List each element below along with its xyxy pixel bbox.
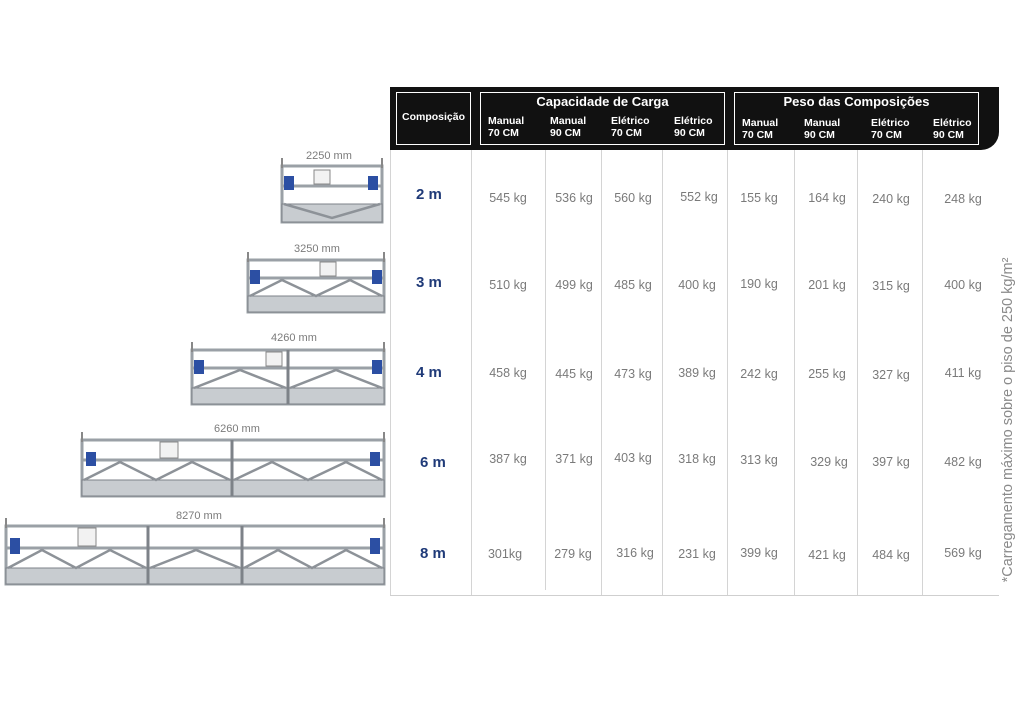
cell: 536 kg [555, 191, 593, 205]
suspended-platform-icon [76, 430, 390, 504]
cell: 510 kg [489, 278, 527, 292]
cell: 473 kg [614, 367, 652, 381]
cell: 318 kg [678, 452, 716, 466]
grid-line [471, 150, 472, 595]
cell: 421 kg [808, 548, 846, 562]
suspended-platform-icon [276, 156, 389, 230]
table-header [390, 87, 999, 150]
suspended-platform-icon [242, 250, 390, 320]
suspended-platform-icon [0, 516, 390, 592]
subheader-cap-manual-90: Manual 90 CM [550, 115, 587, 139]
cell: 397 kg [872, 455, 910, 469]
row-label-8m: 8 m [420, 545, 446, 562]
cell: 242 kg [740, 367, 778, 381]
cell: 231 kg [678, 547, 716, 561]
cell: 482 kg [944, 455, 982, 469]
row-label-2m: 2 m [416, 186, 442, 203]
capacity-note: *Carregamento máximo sobre o piso de 250 kg/m² [1000, 257, 1016, 583]
cell: 301kg [487, 547, 523, 561]
peso-header: Peso das Composições [783, 94, 930, 109]
subheader-cap-eletrico-90: Elétrico 90 CM [674, 115, 713, 139]
cell: 399 kg [740, 546, 778, 560]
subheader-cap-manual-70: Manual 70 CM [488, 115, 525, 139]
cell: 403 kg [614, 451, 652, 465]
cell: 445 kg [555, 367, 593, 381]
cell: 485 kg [614, 278, 652, 292]
cell: 327 kg [872, 368, 910, 382]
composicao-header: Composição [401, 111, 465, 123]
cell: 190 kg [740, 277, 778, 291]
subheader-peso-eletrico-70: Elétrico 70 CM [871, 117, 910, 141]
grid-line [794, 150, 795, 595]
grid-line [922, 150, 923, 595]
grid-line [857, 150, 858, 595]
subheader-peso-eletrico-90: Elétrico 90 CM [933, 117, 972, 141]
cell: 387 kg [489, 452, 527, 466]
cell: 411 kg [944, 366, 982, 380]
cell: 201 kg [808, 278, 846, 292]
dimension-label: 3250 mm [294, 243, 340, 255]
grid-line [727, 150, 728, 595]
cell: 329 kg [810, 455, 848, 469]
grid-line [662, 150, 663, 595]
cell: 164 kg [808, 191, 846, 205]
suspended-platform-icon [186, 340, 390, 412]
capacidade-header: Capacidade de Carga [536, 94, 669, 109]
cell: 458 kg [489, 366, 527, 380]
dimension-label: 8270 mm [176, 510, 222, 522]
cell: 560 kg [614, 191, 652, 205]
dimension-label: 6260 mm [214, 423, 260, 435]
cell: 315 kg [872, 279, 910, 293]
cell: 389 kg [678, 366, 716, 380]
cell: 400 kg [944, 278, 982, 292]
cell: 484 kg [872, 548, 910, 562]
cell: 371 kg [555, 452, 593, 466]
cell: 279 kg [554, 547, 592, 561]
cell: 499 kg [555, 278, 593, 292]
cell: 316 kg [616, 546, 654, 560]
table-bottom-line [390, 595, 999, 596]
cell: 400 kg [678, 278, 716, 292]
grid-line [390, 150, 391, 595]
row-label-3m: 3 m [416, 274, 442, 291]
cell: 255 kg [808, 367, 846, 381]
cell: 313 kg [740, 453, 778, 467]
row-label-4m: 4 m [416, 364, 442, 381]
dimension-label: 4260 mm [271, 332, 317, 344]
cell: 545 kg [489, 191, 527, 205]
cell: 240 kg [872, 192, 910, 206]
cell: 155 kg [740, 191, 778, 205]
cell: 552 kg [680, 190, 718, 204]
subheader-peso-manual-90: Manual 90 CM [804, 117, 841, 141]
subheader-peso-manual-70: Manual 70 CM [742, 117, 779, 141]
cell: 248 kg [944, 192, 982, 206]
cell: 569 kg [944, 546, 982, 560]
subheader-cap-eletrico-70: Elétrico 70 CM [611, 115, 650, 139]
row-label-6m: 6 m [420, 454, 446, 471]
dimension-label: 2250 mm [306, 150, 352, 162]
